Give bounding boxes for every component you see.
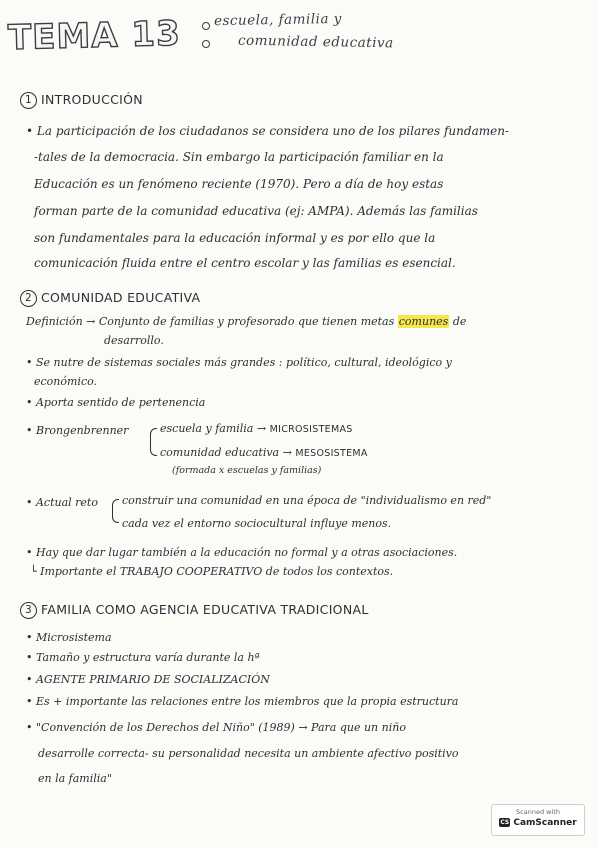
family-line: • Microsistema <box>26 631 112 644</box>
family-line: • Es + importante las relaciones entre los miembros que la propia estructura <box>26 695 459 708</box>
watermark-brand-name: CamScanner <box>513 818 577 828</box>
bronfenbrenner-note: (formada x escuelas y familias) <box>172 465 322 476</box>
section-1-title: INTRODUCCIÓN <box>41 92 143 107</box>
bullet-line: • Aporta sentido de pertenencia <box>26 396 206 409</box>
mesosystem-tag: MESOSISTEMA <box>295 448 368 459</box>
bronfenbrenner-brace <box>150 428 157 456</box>
definition-line <box>26 315 466 328</box>
section-3-heading <box>20 602 369 619</box>
bronfenbrenner-text-a: escuela y familia → <box>160 422 267 435</box>
highlighted-word: comunes <box>398 315 449 328</box>
page-title: TEMA 13 <box>7 13 182 59</box>
definition-text: Conjunto de familias y profesorado que tienen metas <box>98 315 395 328</box>
bronfenbrenner-item-b <box>160 446 368 459</box>
family-line: desarrolle correcta- su personalidad necesita un ambiente afectivo positivo <box>38 747 459 760</box>
intro-line: -tales de la democracia. Sin embargo la participación familiar en la <box>34 150 444 164</box>
reto-brace <box>112 499 119 523</box>
definition-line-2: desarrollo. <box>104 334 164 347</box>
subtitle-line-2: comunidad educativa <box>237 32 394 52</box>
section-2-title: COMUNIDAD EDUCATIVA <box>41 290 201 305</box>
subtitle-line-1: escuela, familia y <box>213 10 343 30</box>
family-line: • AGENTE PRIMARIO DE SOCIALIZACIÓN <box>26 673 270 686</box>
intro-line: comunicación fluida entre el centro escolar y las familias es esencial. <box>34 256 456 270</box>
camscanner-logo-icon: CS <box>500 819 510 826</box>
family-line: • "Convención de los Derechos del Niño" (1989) → Para que un niño <box>26 721 406 734</box>
section-1-heading <box>20 92 143 109</box>
section-1-number: 1 <box>20 92 37 109</box>
definition-text-end: de <box>452 315 467 328</box>
watermark-brand <box>492 818 584 828</box>
bullet-line: • Hay que dar lugar también a la educación no formal y a otras asociaciones. <box>26 546 458 559</box>
section-2-heading <box>20 290 200 307</box>
intro-line: Educación es un fenómeno reciente (1970). Pero a día de hoy estas <box>34 177 444 191</box>
bronfenbrenner-item-a <box>160 422 353 435</box>
bullet-subline: └ Importante el TRABAJO COOPERATIVO de todos los contextos. <box>30 565 394 578</box>
section-2-number: 2 <box>20 290 37 307</box>
title-colon <box>200 20 210 50</box>
reto-item-a: construir una comunidad en una época de "individualismo en red" <box>122 494 492 507</box>
bullet-line: • Se nutre de sistemas sociales más grandes : político, cultural, ideológico y <box>26 356 452 369</box>
definition-label: Definición → <box>26 315 96 328</box>
camscanner-watermark <box>491 804 585 836</box>
reto-item-b: cada vez el entorno sociocultural influye menos. <box>122 517 392 530</box>
bullet-line: económico. <box>34 375 98 388</box>
family-line: en la familia" <box>38 772 112 785</box>
reto-label: • Actual reto <box>26 496 98 509</box>
bronfenbrenner-label: • Brongenbrenner <box>26 424 129 437</box>
intro-line: forman parte de la comunidad educativa (ej: AMPA). Además las familias <box>34 204 478 218</box>
watermark-caption: Scanned with <box>516 808 560 816</box>
intro-line: • La participación de los ciudadanos se considera uno de los pilares fundamen- <box>26 124 509 138</box>
bronfenbrenner-text-b: comunidad educativa → <box>160 446 292 459</box>
intro-line: son fundamentales para la educación informal y es por ello que la <box>34 231 436 245</box>
family-line: • Tamaño y estructura varía durante la hª <box>26 651 260 664</box>
section-3-number: 3 <box>20 602 37 619</box>
section-3-title: FAMILIA COMO AGENCIA EDUCATIVA TRADICIONAL <box>41 602 369 617</box>
microsystem-tag: MICROSISTEMAS <box>269 424 353 435</box>
